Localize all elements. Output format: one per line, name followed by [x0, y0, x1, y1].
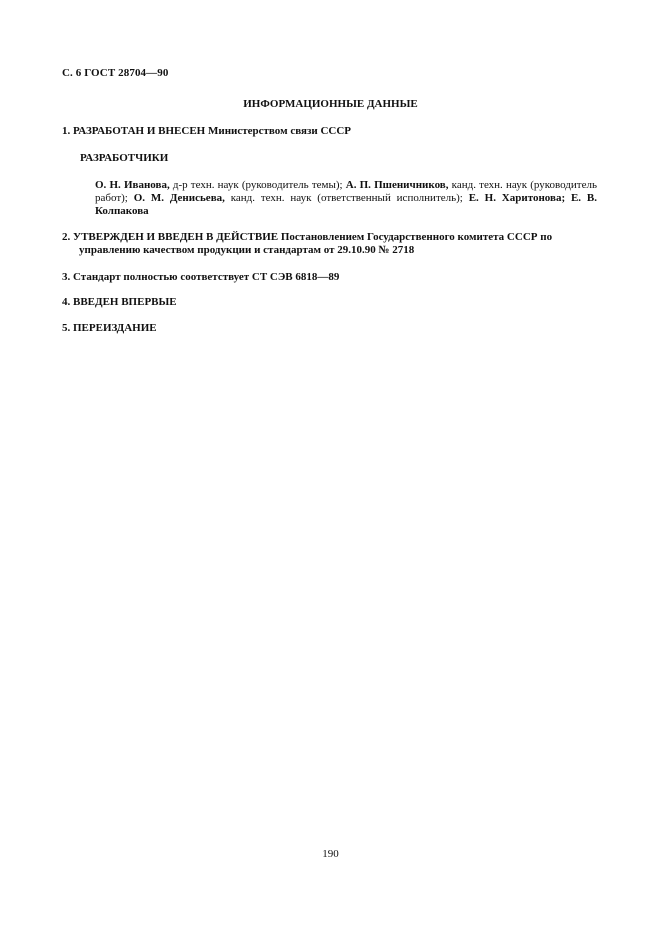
developers-list	[95, 179, 597, 218]
developer-name: Е. Н. Харитонова; Е. В. Колпакова	[95, 192, 597, 217]
developer-name: О. М. Денисьева,	[133, 192, 225, 204]
item-approved-decree-cont: управлению качеством продукции и стандартам от 29.10.90 № 2718	[79, 244, 415, 256]
item-reissue: 5. ПЕРЕИЗДАНИЕ	[62, 322, 157, 334]
developer-role: д-р техн. наук (руководитель темы);	[169, 179, 346, 191]
item-approved-lead: 2. УТВЕРЖДЕН И ВВЕДЕН В ДЕЙСТВИЕ	[62, 231, 279, 243]
page-number: 190	[322, 848, 339, 860]
page-header: С. 6 ГОСТ 28704—90	[62, 67, 169, 79]
developer-name: О. Н. Иванова,	[95, 179, 170, 191]
item-first-introduced: 4. ВВЕДЕН ВПЕРВЫЕ	[62, 296, 177, 308]
item-developed-by-lead: 1. РАЗРАБОТАН И ВНЕСЕН	[62, 125, 206, 137]
section-title: ИНФОРМАЦИОННЫЕ ДАННЫЕ	[243, 98, 418, 110]
developers-heading: РАЗРАБОТЧИКИ	[80, 152, 169, 164]
developer-name: А. П. Пшеничников,	[345, 179, 449, 191]
item-compliance: 3. Стандарт полностью соответствует СТ СЭВ 6818—89	[62, 271, 340, 283]
item-approved	[62, 231, 602, 257]
item-developed-by-org: Министерством связи СССР	[205, 125, 352, 137]
developer-role: канд. техн. наук (руководитель работ);	[95, 179, 597, 204]
item-approved-decree: Постановлением Государственного комитета СССР по	[278, 231, 553, 243]
developer-role: канд. техн. наук (ответственный исполнитель);	[224, 192, 469, 204]
item-developed-by	[62, 125, 602, 138]
